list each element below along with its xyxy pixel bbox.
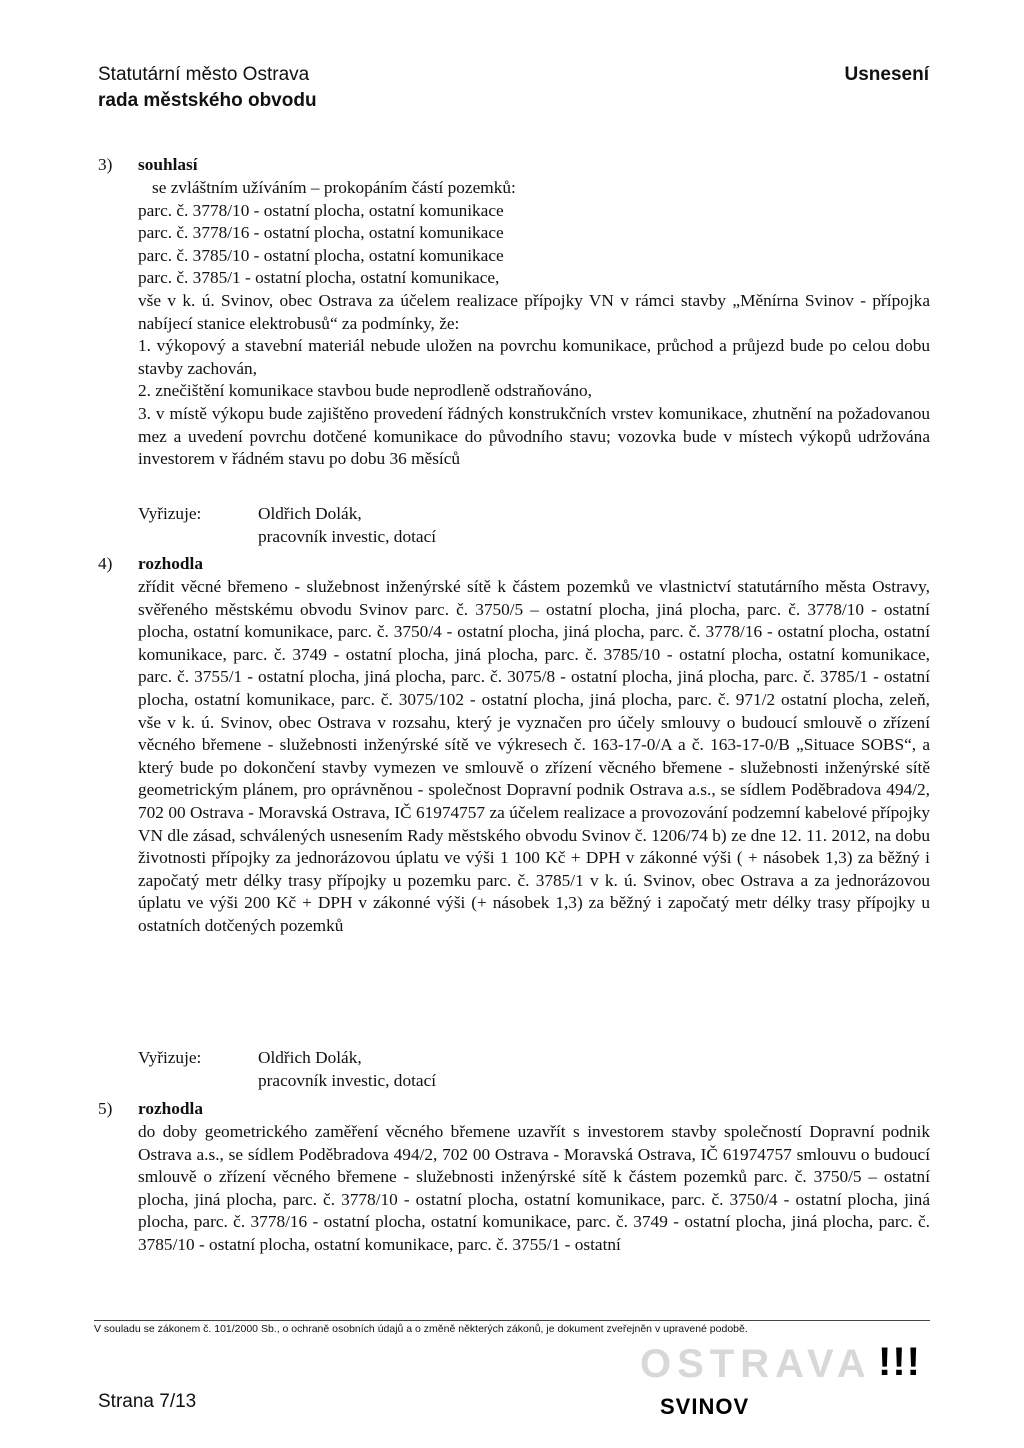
document-type: Usnesení — [844, 64, 929, 85]
logo-exclamation: !!! — [878, 1340, 921, 1384]
footer-divider — [94, 1320, 930, 1321]
item-paragraph: do doby geometrického zaměření věcného břemene uzavřít s investorem stavby společností Dopravní podnik Ostrava a.s., se sídlem Poděbradova 494/2, 702 00 Ostrava - Moravská Ostrava, IČ 61974757 smlouvu o budoucí smlouvě o zřízení věcného břemene - služebnosti inženýrské sítě k částem pozemků parc. č. 3750/5 – ostatní plocha, jiná plocha, parc. č. 3778/10 - ostatní plocha, ostatní komunikace, parc. č. 3750/4 - ostatní plocha, jiná plocha, parc. č. 3778/16 - ostatní plocha, ostatní komunikace, parc. č. 3749 - ostatní plocha, jiná plocha, parc. č. 3785/10 - ostatní plocha, ostatní komunikace, parc. č. 3755/1 - ostatní — [138, 1122, 930, 1254]
handled-by-role: pracovník investic, dotací — [258, 1071, 437, 1090]
condition-item: 3. v místě výkopu bude zajištěno provedení řádných konstrukčních vrstev komunikace, zhutnění na požadovanou mez a uvedení povrchu dotčené komunikace do původního stavu; vozovka bude v místech výkopů udržována investorem v řádném stavu po dobu 36 měsíců — [138, 403, 930, 469]
parcel-line: parc. č. 3785/10 - ostatní plocha, ostatní komunikace — [138, 245, 504, 265]
item-number: 5) — [98, 1099, 113, 1118]
item-body — [138, 177, 930, 471]
logo-wordmark: OSTRAVA — [640, 1342, 872, 1386]
handled-by-name: Oldřich Dolák, — [258, 504, 362, 523]
item-body — [138, 1121, 930, 1257]
logo-district: SVINOV — [660, 1394, 750, 1419]
item-verb: souhlasí — [138, 155, 198, 174]
item-body — [138, 576, 930, 938]
council-name: rada městského obvodu — [98, 90, 317, 111]
item-paragraph: zřídit věcné břemeno - služebnost inženýrské sítě k částem pozemků ve vlastnictví statutárního města Ostravy, svěřeného městskému obvodu Svinov parc. č. 3750/5 – ostatní plocha, jiná plocha, parc. č. 3778/10 - ostatní plocha, ostatní komunikace, parc. č. 3750/4 - ostatní plocha, jiná plocha, parc. č. 3778/16 - ostatní plocha, ostatní komunikace, parc. č. 3749 - ostatní plocha, jiná plocha, parc. č. 3785/10 - ostatní plocha, ostatní komunikace, parc. č. 3755/1 - ostatní plocha, jiná plocha, parc. č. 3075/8 - ostatní plocha, jiná plocha, parc. č. 3785/1 - ostatní plocha, ostatní komunikace, parc. č. 3075/102 - ostatní plocha, jiná plocha, parc. č. 971/2 ostatní plocha, zeleň, vše v k. ú. Svinov, obec Ostrava v rozsahu, který je vyznačen pro účely smlouvy o budoucí smlouvě o zřízení věcného břemene - služebnosti inženýrské sítě ve výkresech č. 163-17-0/A a č. 163-17-0/B „Situace SOBS“, a který bude po dokončení stavby vymezen ve smlouvě o zřízení věcného břemene - služebnosti inženýrské sítě geometrickým plánem, pro oprávněnou - společnost Dopravní podnik Ostrava a.s., se sídlem Poděbradova 494/2, 702 00 Ostrava - Moravská Ostrava, IČ 61974757 za účelem realizace a provozování podzemní kabelové přípojky VN dle zásad, schválených usnesením Rady městského obvodu Svinov č. 1206/74 b) ze dne 12. 11. 2012, na dobu životnosti přípojky za jednorázovou úplatu ve výši 1 100 Kč + DPH v zákonné výši ( + násobek 1,3) za běžný i započatý metr délky trasy přípojky u pozemku parc. č. 3785/1 v k. ú. Svinov, obec Ostrava a za jednorázovou úplatu ve výši 200 Kč + DPH v zákonné výši (+ násobek 1,3) za běžný i započatý metr délky trasy přípojky u ostatních dotčených pozemků — [138, 577, 930, 935]
header-left — [98, 62, 317, 114]
ostrava-svinov-logo — [640, 1340, 940, 1426]
handled-by-label: Vyřizuje: — [138, 504, 202, 523]
item-number: 3) — [98, 155, 113, 174]
condition-item: 1. výkopový a stavební materiál nebude uložen na povrchu komunikace, průchod a průjezd bude po celou dobu stavby zachován, — [138, 336, 930, 378]
item-verb: rozhodla — [138, 1099, 203, 1118]
item-verb: rozhodla — [138, 554, 203, 573]
condition-item: 2. znečištění komunikace stavbou bude neprodleně odstraňováno, — [138, 381, 592, 401]
page-number: Strana 7/13 — [98, 1391, 197, 1412]
handled-by-role: pracovník investic, dotací — [258, 527, 437, 546]
parcel-intro: se zvláštním užíváním – prokopáním částí pozemků: — [152, 178, 516, 197]
privacy-notice: V souladu se zákonem č. 101/2000 Sb., o ochraně osobních údajů a o změně některých zákonů, je dokument zveřejněn v upravené podobě. — [94, 1323, 748, 1335]
parcel-line: parc. č. 3778/10 - ostatní plocha, ostatní komunikace — [138, 200, 504, 220]
city-name: Statutární město Ostrava — [98, 64, 310, 85]
item-paragraph: vše v k. ú. Svinov, obec Ostrava za účelem realizace přípojky VN v rámci stavby „Měnírna Svinov - přípojka nabíjecí stanice elektrobusů“ za podmínky, že: — [138, 290, 930, 333]
item-number: 4) — [98, 554, 113, 573]
parcel-line: parc. č. 3778/16 - ostatní plocha, ostatní komunikace — [138, 223, 504, 243]
handled-by-label: Vyřizuje: — [138, 1048, 202, 1067]
parcel-line: parc. č. 3785/1 - ostatní plocha, ostatní komunikace, — [138, 268, 500, 288]
handled-by-name: Oldřich Dolák, — [258, 1048, 362, 1067]
